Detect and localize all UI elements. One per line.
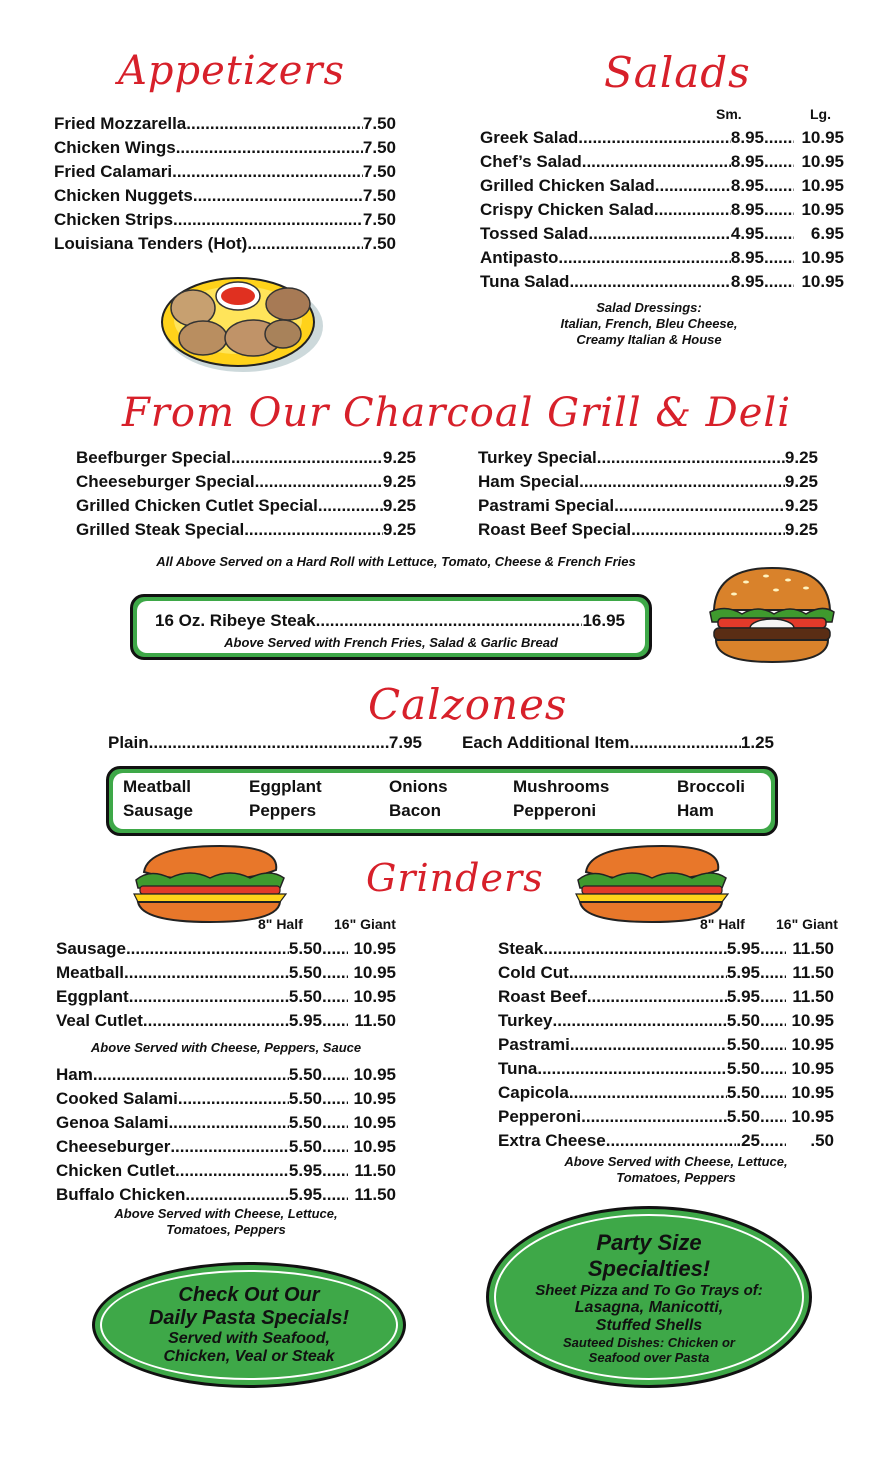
grinders-left-note2-line-2: Tomatoes, Peppers (166, 1222, 286, 1237)
dot-leader (764, 246, 794, 270)
dot-leader (578, 126, 731, 150)
party-oval-line-5: Stuffed Shells (595, 1316, 703, 1334)
item-name: Cold Cut (498, 963, 569, 982)
grinders-right-note (506, 1154, 846, 1186)
item-price-large: 10.95 (801, 176, 844, 195)
dot-leader (124, 961, 289, 985)
grill-row (478, 470, 818, 494)
hamburger-icon (706, 564, 838, 668)
item-price-large: 10.95 (791, 1011, 834, 1030)
item-name: Cheeseburger Special (76, 472, 255, 491)
dot-leader (247, 232, 363, 256)
item-price-large: 11.50 (792, 963, 834, 982)
dot-leader (558, 246, 731, 270)
item-price-large: 10.95 (791, 1059, 834, 1078)
dot-leader (143, 1009, 289, 1033)
topping-bacon: Bacon (389, 801, 441, 820)
dot-leader (764, 270, 794, 294)
appetizer-row (54, 136, 396, 160)
grinders-right-note-line-2: Tomatoes, Peppers (616, 1170, 736, 1185)
dot-leader (570, 1033, 727, 1057)
party-oval-line-4: Lasagna, Manicotti, (574, 1298, 724, 1316)
grinders-right-half-header: 8" Half (700, 916, 745, 932)
grill-note: All Above Served on a Hard Roll with Lettuce, Tomato, Cheese & French Fries (156, 554, 636, 569)
item-name: Beefburger Special (76, 448, 231, 467)
item-price-large: 10.95 (353, 1089, 396, 1108)
dot-leader (631, 518, 785, 542)
dot-leader (760, 937, 786, 961)
grill-title: From Our Charcoal Grill & Deli (122, 390, 791, 436)
item-name: Chicken Nuggets (54, 186, 193, 205)
item-price-small: 8.95 (730, 272, 764, 291)
item-price-large: 10.95 (791, 1083, 834, 1102)
dot-leader (322, 1111, 348, 1135)
item-name: Grilled Chicken Salad (480, 176, 655, 195)
salad-row (480, 222, 844, 246)
grinder-row (498, 1009, 834, 1033)
grinder-row (56, 1135, 396, 1159)
dot-leader (760, 1081, 786, 1105)
dot-leader (172, 160, 363, 184)
appetizers-title: Appetizers (118, 48, 346, 94)
dot-leader (760, 985, 786, 1009)
dot-leader (569, 1081, 727, 1105)
item-price-small: 5.95 (726, 963, 760, 982)
grinders-left-note2-line-1: Above Served with Cheese, Lettuce, (114, 1206, 338, 1221)
salad-row (480, 174, 844, 198)
item-price-small: 5.50 (726, 1083, 760, 1102)
ribeye-price: 16.95 (582, 611, 625, 630)
dot-leader (322, 1159, 348, 1183)
dot-leader (244, 518, 383, 542)
topping-sausage: Sausage (123, 801, 193, 820)
sub-sandwich-icon (130, 842, 288, 926)
dressings-line-1: Italian, French, Bleu Cheese, (560, 316, 738, 331)
item-price-small: 5.95 (288, 1011, 322, 1030)
dot-leader (173, 208, 363, 232)
grinder-row (498, 1057, 834, 1081)
salad-row (480, 246, 844, 270)
item-price-small: 5.95 (726, 939, 760, 958)
item-price-small: 8.95 (730, 200, 764, 219)
dot-leader (764, 198, 794, 222)
grinder-row (498, 1129, 834, 1153)
item-price: 9.25 (382, 520, 416, 539)
dot-leader (186, 112, 363, 136)
item-name: Tuna Salad (480, 272, 570, 291)
item-name: Sausage (56, 939, 126, 958)
appetizer-row (54, 232, 396, 256)
item-price-small: 5.50 (726, 1107, 760, 1126)
party-specialties-oval (486, 1206, 812, 1388)
dot-leader (322, 961, 348, 985)
grinders-left-note: Above Served with Cheese, Peppers, Sauce (90, 1040, 362, 1055)
dot-leader (322, 1135, 348, 1159)
item-name: Veal Cutlet (56, 1011, 143, 1030)
item-price: 9.25 (784, 520, 818, 539)
dot-leader (543, 937, 727, 961)
dot-leader (553, 1009, 727, 1033)
item-price-small: 5.50 (288, 963, 322, 982)
dot-leader (760, 1057, 786, 1081)
item-name: Pastrami Special (478, 496, 615, 515)
dot-leader (764, 150, 794, 174)
item-price-small: 5.50 (288, 1137, 322, 1156)
topping-onions: Onions (389, 777, 448, 796)
salad-row (480, 198, 844, 222)
item-price-large: 10.95 (353, 987, 396, 1006)
item-name: Extra Cheese (498, 1131, 606, 1150)
item-price-large: 10.95 (801, 152, 844, 171)
topping-mushrooms: Mushrooms (513, 777, 610, 796)
item-name: Cooked Salami (56, 1089, 178, 1108)
grill-row (478, 518, 818, 542)
item-price-large: 10.95 (801, 200, 844, 219)
ribeye-box (130, 594, 652, 660)
item-price-small: 8.95 (730, 248, 764, 267)
dot-leader (760, 1105, 786, 1129)
grinder-row (498, 1105, 834, 1129)
dot-leader (587, 985, 727, 1009)
pasta-oval-line-2: Daily Pasta Specials! (148, 1307, 350, 1329)
dot-leader (255, 470, 383, 494)
item-price-large: 10.95 (801, 272, 844, 291)
item-price-large: 11.50 (792, 987, 834, 1006)
dot-leader (178, 1087, 289, 1111)
grinder-row (56, 937, 396, 961)
calzone-additional (462, 731, 774, 755)
party-oval-line-6: Sauteed Dishes: Chicken or (563, 1334, 735, 1350)
dot-leader (654, 198, 731, 222)
item-price-small: 5.95 (726, 987, 760, 1006)
appetizer-row (54, 184, 396, 208)
item-name: Chicken Strips (54, 210, 174, 229)
topping-ham: Ham (677, 801, 714, 820)
grill-row (76, 446, 416, 470)
item-price-small: 5.50 (288, 1089, 322, 1108)
dot-leader (588, 222, 731, 246)
topping-eggplant: Eggplant (249, 777, 322, 796)
item-price-large: 10.95 (353, 1065, 396, 1084)
party-oval-line-3: Sheet Pizza and To Go Trays of: (535, 1281, 763, 1299)
item-name: Fried Mozzarella (54, 114, 187, 133)
item-price-small: 5.50 (726, 1035, 760, 1054)
topping-pepperoni: Pepperoni (513, 801, 597, 820)
dot-leader (322, 937, 348, 961)
salads-lg-header: Lg. (810, 106, 831, 122)
appetizer-row (54, 112, 396, 136)
item-price-large: 11.50 (354, 1011, 396, 1030)
pasta-oval-line-1: Check Out Our (178, 1284, 320, 1306)
party-oval-line-1: Party Size (596, 1229, 702, 1255)
item-price: 9.25 (784, 496, 818, 515)
ribeye-name: 16 Oz. Ribeye Steak (155, 611, 316, 630)
item-name: Greek Salad (480, 128, 579, 147)
dot-leader (129, 985, 289, 1009)
item-price-small: 8.95 (730, 176, 764, 195)
grinders-left-list-a (56, 937, 396, 1033)
dot-leader (582, 150, 731, 174)
item-name: Tuna (498, 1059, 538, 1078)
calzone-plain-price: 7.95 (388, 733, 422, 752)
grinder-row (56, 1009, 396, 1033)
calzones-title: Calzones (368, 680, 568, 729)
dot-leader (579, 470, 785, 494)
dot-leader (606, 1129, 737, 1153)
item-price-small: 5.50 (288, 1113, 322, 1132)
item-price-small: 5.50 (726, 1011, 760, 1030)
sub-sandwich-icon (572, 842, 730, 926)
dot-leader (581, 1105, 727, 1129)
item-price: 9.25 (382, 496, 416, 515)
dot-leader (175, 1159, 289, 1183)
dot-leader (185, 1183, 289, 1207)
item-price-small: 8.95 (730, 128, 764, 147)
salad-row (480, 126, 844, 150)
item-name: Buffalo Chicken (56, 1185, 186, 1204)
grinders-right-note-line-1: Above Served with Cheese, Lettuce, (564, 1154, 788, 1169)
grinder-row (498, 937, 834, 961)
item-price: 9.25 (784, 472, 818, 491)
item-price-small: 5.50 (288, 939, 322, 958)
dot-leader (760, 1009, 786, 1033)
dot-leader (322, 1009, 348, 1033)
item-price: 9.25 (382, 448, 416, 467)
item-price-large: 10.95 (353, 963, 396, 982)
item-price-large: 10.95 (791, 1107, 834, 1126)
item-name: Chef’s Salad (480, 152, 582, 171)
item-price: 7.50 (362, 138, 396, 157)
dot-leader (176, 136, 363, 160)
grinder-row (56, 1063, 396, 1087)
item-price-small: 4.95 (730, 224, 764, 243)
salad-row (480, 270, 844, 294)
party-oval-line-7: Seafood over Pasta (588, 1349, 710, 1365)
salads-title: Salads (604, 48, 751, 97)
grinder-row (498, 1033, 834, 1057)
grinder-row (498, 961, 834, 985)
item-price-large: 10.95 (353, 1113, 396, 1132)
topping-broccoli: Broccoli (677, 777, 746, 796)
calzone-additional-price: 1.25 (740, 733, 774, 752)
dot-leader (569, 961, 727, 985)
grinders-title: Grinders (366, 856, 544, 900)
dot-leader (126, 937, 289, 961)
salad-dressings-note (520, 300, 778, 348)
item-name: Grilled Chicken Cutlet Special (76, 496, 318, 515)
dot-leader (764, 126, 794, 150)
dot-leader (764, 222, 794, 246)
item-price: 9.25 (784, 448, 818, 467)
dot-leader (760, 961, 786, 985)
grinders-left-note2 (56, 1206, 396, 1238)
item-name: Steak (498, 939, 544, 958)
grinders-left-giant-header: 16" Giant (334, 916, 396, 932)
grill-row (76, 470, 416, 494)
item-name: Roast Beef (498, 987, 587, 1006)
item-name: Louisiana Tenders (Hot) (54, 234, 248, 253)
dot-leader (614, 494, 785, 518)
item-price-small: 8.95 (730, 152, 764, 171)
item-name: Ham Special (478, 472, 580, 491)
item-price-small: 5.50 (726, 1059, 760, 1078)
pasta-oval-line-4: Chicken, Veal or Steak (163, 1348, 335, 1365)
appetizers-list (54, 112, 396, 256)
grill-left-list (76, 446, 416, 542)
ribeye-note: Above Served with French Fries, Salad & Garlic Bread (224, 635, 558, 650)
dot-leader (760, 1033, 786, 1057)
dot-leader (170, 1135, 289, 1159)
ribeye-item (155, 609, 625, 633)
dressings-label: Salad Dressings: (596, 300, 702, 315)
grill-row (76, 494, 416, 518)
topping-peppers: Peppers (249, 801, 317, 820)
dot-leader (231, 446, 383, 470)
grinders-right-giant-header: 16" Giant (776, 916, 838, 932)
grinder-row (56, 1111, 396, 1135)
dot-leader (168, 1111, 288, 1135)
item-name: Pepperoni (498, 1107, 582, 1126)
item-price-large: 10.95 (353, 1137, 396, 1156)
dot-leader (597, 446, 785, 470)
item-name: Crispy Chicken Salad (480, 200, 654, 219)
calzone-plain (108, 731, 422, 755)
item-price-large: 11.50 (792, 939, 834, 958)
grill-row (478, 446, 818, 470)
dressings-line-2: Creamy Italian & House (576, 332, 722, 347)
item-name: Genoa Salami (56, 1113, 169, 1132)
dot-leader (322, 985, 348, 1009)
dot-leader (764, 174, 794, 198)
appetizer-plate-icon (158, 268, 328, 380)
grinder-row (56, 985, 396, 1009)
dot-leader (322, 1183, 348, 1207)
item-price-small: 5.50 (288, 987, 322, 1006)
dot-leader (760, 1129, 786, 1153)
calzone-plain-name: Plain (108, 733, 149, 752)
item-name: Grilled Steak Special (76, 520, 245, 539)
item-price: 9.25 (382, 472, 416, 491)
pasta-oval-line-3: Served with Seafood, (168, 1330, 330, 1347)
appetizer-row (54, 208, 396, 232)
salad-row (480, 150, 844, 174)
dot-leader (569, 270, 730, 294)
party-oval-line-2: Specialties! (587, 1255, 711, 1281)
item-name: Tossed Salad (480, 224, 589, 243)
dot-leader (193, 184, 363, 208)
item-name: Fried Calamari (54, 162, 173, 181)
item-price: 7.50 (362, 186, 396, 205)
grinders-left-half-header: 8" Half (258, 916, 303, 932)
dot-leader (322, 1087, 348, 1111)
item-price: 7.50 (362, 234, 396, 253)
item-name: Cheeseburger (56, 1137, 171, 1156)
item-name: Roast Beef Special (478, 520, 632, 539)
item-name: Eggplant (56, 987, 129, 1006)
item-price-large: 11.50 (354, 1185, 396, 1204)
dot-leader (655, 174, 731, 198)
item-name: Chicken Wings (54, 138, 176, 157)
grinder-row (498, 985, 834, 1009)
item-price: 7.50 (362, 162, 396, 181)
item-name: Pastrami (498, 1035, 570, 1054)
item-price-large: 10.95 (801, 128, 844, 147)
dot-leader (93, 1063, 289, 1087)
grinders-right-list (498, 937, 834, 1153)
item-price-small: 5.50 (288, 1065, 322, 1084)
item-price-large: 11.50 (354, 1161, 396, 1180)
grinder-row (56, 1087, 396, 1111)
item-name: Turkey (498, 1011, 553, 1030)
grinder-row (56, 1159, 396, 1183)
grinder-row (498, 1081, 834, 1105)
item-price-small: 5.95 (288, 1185, 322, 1204)
appetizer-row (54, 160, 396, 184)
item-price-small: .25 (736, 1131, 760, 1150)
grinder-row (56, 961, 396, 985)
grinder-row (56, 1183, 396, 1207)
item-price-large: 6.95 (810, 224, 844, 243)
grinders-left-list-b (56, 1063, 396, 1207)
grill-row (478, 494, 818, 518)
grill-right-list (478, 446, 818, 542)
topping-meatball: Meatball (123, 777, 192, 796)
dot-leader (537, 1057, 727, 1081)
calzone-toppings-box (106, 766, 778, 836)
item-name: Turkey Special (478, 448, 597, 467)
dot-leader (322, 1063, 348, 1087)
item-price-large: 10.95 (791, 1035, 834, 1054)
item-price-small: 5.95 (288, 1161, 322, 1180)
item-price: 7.50 (362, 210, 396, 229)
item-price: 7.50 (362, 114, 396, 133)
item-price-large: 10.95 (801, 248, 844, 267)
calzone-additional-name: Each Additional Item (462, 733, 630, 752)
item-name: Meatball (56, 963, 125, 982)
item-price-large: .50 (810, 1131, 834, 1150)
grill-row (76, 518, 416, 542)
pasta-specials-oval (92, 1262, 406, 1388)
item-name: Ham (56, 1065, 93, 1084)
salads-list (480, 126, 844, 294)
salads-sm-header: Sm. (716, 106, 742, 122)
item-name: Antipasto (480, 248, 559, 267)
item-name: Chicken Cutlet (56, 1161, 176, 1180)
dot-leader (318, 494, 383, 518)
item-price-large: 10.95 (353, 939, 396, 958)
item-name: Capicola (498, 1083, 569, 1102)
